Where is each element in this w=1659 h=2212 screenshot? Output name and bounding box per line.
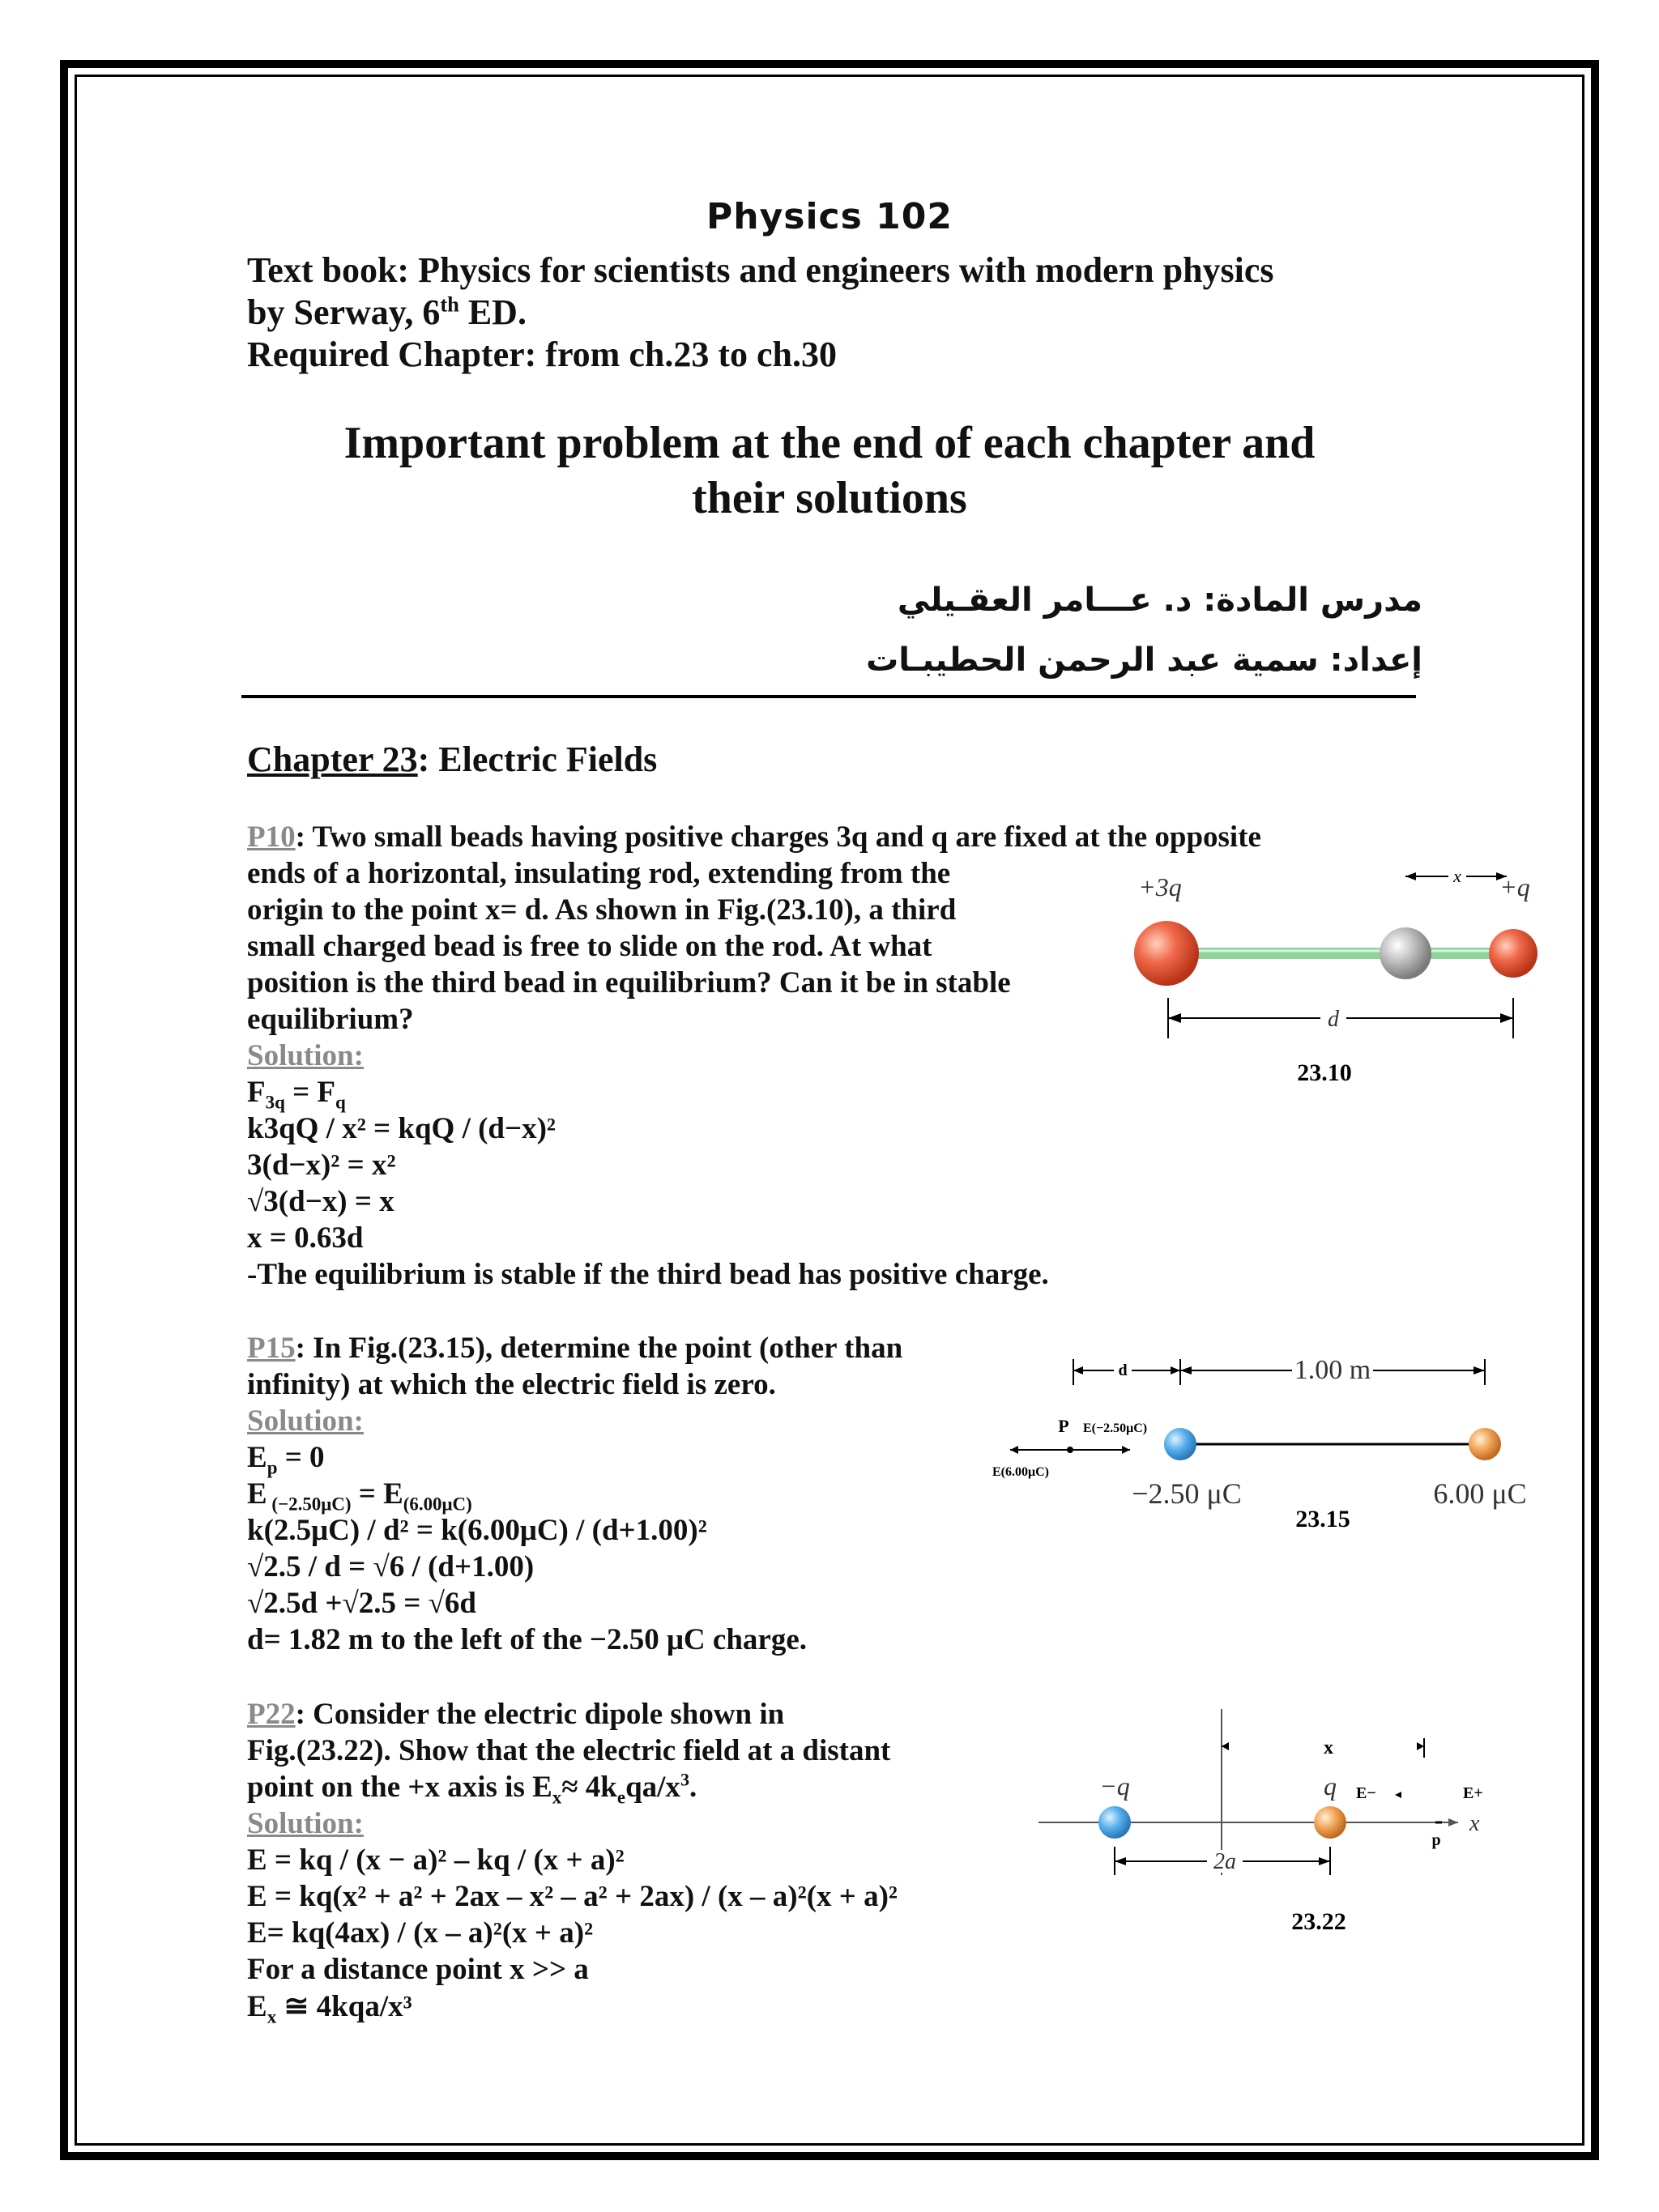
p22-eq5-b: ≅ 4kqa/x³ xyxy=(276,1990,412,2023)
p15-eq-3: k(2.5μC) / d² = k(6.00μC) / (d+1.00)² xyxy=(247,1514,707,1547)
p10-eq1-sub: 3q xyxy=(265,1092,285,1113)
fig22-2a-arrow-left-head xyxy=(1115,1857,1126,1865)
figure-23-22 xyxy=(1037,1709,1539,1944)
p22-text-3sub2: e xyxy=(616,1787,626,1808)
fig10-bead-3q xyxy=(1134,921,1199,986)
p10-line-2: ends of a horizontal, insulating rod, extending from the xyxy=(247,857,951,890)
fig22-x-top-arrow-left xyxy=(1222,1742,1229,1750)
p22-eq-3: E= kq(4ax) / (x – a)²(x + a)² xyxy=(247,1916,594,1950)
p22-eq-5 xyxy=(247,1988,412,2027)
fig10-d-arrow-left-head xyxy=(1168,1013,1181,1023)
fig22-e-minus-arrow xyxy=(1395,1792,1401,1798)
fig22-charge-positive xyxy=(1314,1806,1346,1839)
headline-line-1: Important problem at the end of each chapter and xyxy=(343,418,1316,468)
fig22-pos-q-label: q xyxy=(1324,1771,1337,1801)
fig22-caption: 23.22 xyxy=(1291,1908,1346,1935)
p15-eq2-b: = E xyxy=(351,1477,403,1511)
fig15-distance-arrow-left-head xyxy=(1180,1366,1192,1375)
fig15-d-label: d xyxy=(1118,1362,1128,1379)
fig10-d-label: d xyxy=(1328,1007,1339,1032)
p15-eq1-a: E xyxy=(247,1441,267,1474)
fig15-e-pos-label: E(6.00μC) xyxy=(992,1465,1049,1479)
author-prefix: by Serway, 6 xyxy=(247,292,441,332)
p10-line-1 xyxy=(247,820,1261,855)
p10-conclusion: -The equilibrium is stable if the third bead has positive charge. xyxy=(247,1258,1049,1291)
p22-eq-1: E = kq / (x − a)² – kq / (x + a)² xyxy=(247,1843,625,1877)
fig10-d-arrow-right-head xyxy=(1500,1013,1513,1023)
fig10-left-charge: +3q xyxy=(1138,872,1182,901)
p10-line-6: equilibrium? xyxy=(247,1003,414,1036)
fig15-distance-arrow-right-head xyxy=(1473,1366,1485,1375)
p10-eq1-sub2: q xyxy=(335,1092,346,1113)
p22-eq-2: E = kq(x² + a² + 2ax – x² – a² + 2ax) / (x – a)²(x + a)² xyxy=(247,1880,898,1913)
fig22-2a-arrow-right-head xyxy=(1319,1857,1330,1865)
edition-sup: th xyxy=(440,292,459,317)
p15-line-1 xyxy=(247,1331,902,1366)
chapter-title: : Electric Fields xyxy=(417,739,658,779)
p10-eq-5: x = 0.63d xyxy=(247,1221,364,1255)
p10-line-5: position is the third bead in equilibrium? Can it be in stable xyxy=(247,966,1011,999)
p22-text-1: : Consider the electric dipole shown in xyxy=(295,1698,785,1731)
p22-text-3a: point on the +x axis is E xyxy=(247,1771,552,1804)
p22-eq5-sub: x xyxy=(267,2006,277,2027)
p10-text-1: : Two small beads having positive charges 3q and q are fixed at the opposite xyxy=(295,820,1261,854)
fig22-e-plus-label: E+ xyxy=(1463,1784,1483,1802)
p22-line-3 xyxy=(247,1769,697,1808)
p22-line-1 xyxy=(247,1697,784,1732)
fig22-x-top-label: x xyxy=(1324,1737,1333,1758)
edition-suffix: ED. xyxy=(458,292,527,332)
figure-23-10 xyxy=(1126,859,1547,1093)
fig22-x-axis-head xyxy=(1448,1818,1458,1826)
p22-text-3b: ≈ 4k xyxy=(561,1771,617,1804)
course-title: Physics 102 xyxy=(706,196,953,237)
author-line xyxy=(247,292,527,333)
fig10-bead-third xyxy=(1380,927,1431,979)
fig15-e-pos-arrow-head xyxy=(1010,1446,1018,1454)
p10-eq-1 xyxy=(247,1075,346,1113)
fig22-x-axis-label: x xyxy=(1469,1811,1480,1836)
fig10-x-label: x xyxy=(1453,866,1461,886)
fig15-e-neg-arrow-head xyxy=(1122,1446,1130,1454)
p15-eq-1 xyxy=(247,1440,325,1478)
fig15-point-p xyxy=(1067,1447,1073,1453)
fig22-charge-negative xyxy=(1098,1806,1131,1839)
fig22-x-top-arrow-right xyxy=(1417,1742,1424,1750)
fig15-charge-negative xyxy=(1164,1428,1196,1460)
textbook-line: Text book: Physics for scientists and engineers with modern physics xyxy=(247,250,1274,290)
p15-eq-4: √2.5 / d = √6 / (d+1.00) xyxy=(247,1550,535,1583)
p15-solution-label: Solution: xyxy=(247,1404,364,1438)
p15-conclusion: d= 1.82 m to the left of the −2.50 μC charge. xyxy=(247,1623,807,1656)
p22-text-3d: . xyxy=(689,1771,697,1804)
p22-text-3sub: x xyxy=(552,1787,562,1808)
p15-line-2: infinity) at which the electric field is zero. xyxy=(247,1368,776,1401)
teacher-name: مدرس المادة: د. عـــامر العقـيلي xyxy=(897,582,1422,619)
p10-solution-label: Solution: xyxy=(247,1039,364,1072)
p15-eq1-rest: = 0 xyxy=(277,1441,325,1474)
p10-eq1-a: F xyxy=(247,1076,266,1109)
p22-line-2: Fig.(23.22). Show that the electric field at a distant xyxy=(247,1734,891,1767)
p10-eq-4: √3(d−x) = x xyxy=(247,1185,394,1218)
p10-line-3: origin to the point x= d. As shown in Fig.(23.10), a third xyxy=(247,893,957,927)
fig10-x-arrow-left-head xyxy=(1405,872,1416,880)
p15-text-1: : In Fig.(23.15), determine the point (other than xyxy=(295,1332,903,1365)
header-divider xyxy=(241,695,1416,698)
fig10-bead-q xyxy=(1489,929,1537,978)
figure-23-15 xyxy=(992,1345,1559,1547)
p15-label: P15 xyxy=(247,1332,296,1365)
fig15-e-neg-label: E(−2.50μC) xyxy=(1083,1421,1148,1435)
fig15-d-arrow-right-head xyxy=(1171,1366,1180,1375)
fig15-charge-positive xyxy=(1469,1428,1501,1460)
required-chapters: Required Chapter: from ch.23 to ch.30 xyxy=(247,335,837,374)
p10-label: P10 xyxy=(247,820,296,854)
p10-eq1-mid: = F xyxy=(284,1076,336,1109)
fig15-q2-label: 6.00 μC xyxy=(1433,1477,1527,1510)
p15-eq1-sub: p xyxy=(267,1457,278,1478)
chapter-heading xyxy=(247,739,657,780)
chapter-label: Chapter 23 xyxy=(247,739,418,779)
prepared-by: إعداد: سمية عبد الرحمن الحطيبـات xyxy=(866,641,1422,679)
fig10-caption: 23.10 xyxy=(1297,1059,1352,1086)
p22-text-3sup: 3 xyxy=(680,1769,690,1790)
p22-label: P22 xyxy=(247,1698,296,1731)
fig10-right-charge: +q xyxy=(1499,872,1530,901)
p22-eq5-a: E xyxy=(247,1990,267,2023)
fig22-neg-q-label: −q xyxy=(1099,1771,1130,1801)
fig22-2a-label: 2a xyxy=(1213,1849,1236,1874)
p22-text-3c: qa/x xyxy=(625,1771,680,1804)
p10-eq-3: 3(d−x)² = x² xyxy=(247,1149,396,1182)
p15-eq-5: √2.5d +√2.5 = √6d xyxy=(247,1587,476,1620)
fig22-e-minus-label: E− xyxy=(1356,1784,1376,1802)
p15-eq2-a: E xyxy=(247,1477,267,1511)
p10-eq-2: k3qQ / x² = kqQ / (d−x)² xyxy=(247,1112,557,1145)
headline-line-2: their solutions xyxy=(692,473,967,523)
fig22-p-label: p xyxy=(1431,1831,1441,1849)
fig15-caption: 23.15 xyxy=(1295,1506,1350,1532)
p15-eq2-sub2: (6.00μC) xyxy=(403,1494,472,1515)
fig15-p-label: P xyxy=(1058,1416,1069,1436)
fig15-d-arrow-left-head xyxy=(1073,1366,1083,1375)
p22-solution-label: Solution: xyxy=(247,1807,364,1840)
p22-eq-4: For a distance point x >> a xyxy=(247,1953,589,1986)
p15-eq2-sub1: (−2.50μC) xyxy=(267,1494,352,1515)
fig15-distance-label: 1.00 m xyxy=(1294,1355,1371,1385)
p10-line-4: small charged bead is free to slide on the rod. At what xyxy=(247,930,932,963)
p15-eq-2 xyxy=(247,1477,472,1515)
fig15-q1-label: −2.50 μC xyxy=(1132,1477,1242,1510)
